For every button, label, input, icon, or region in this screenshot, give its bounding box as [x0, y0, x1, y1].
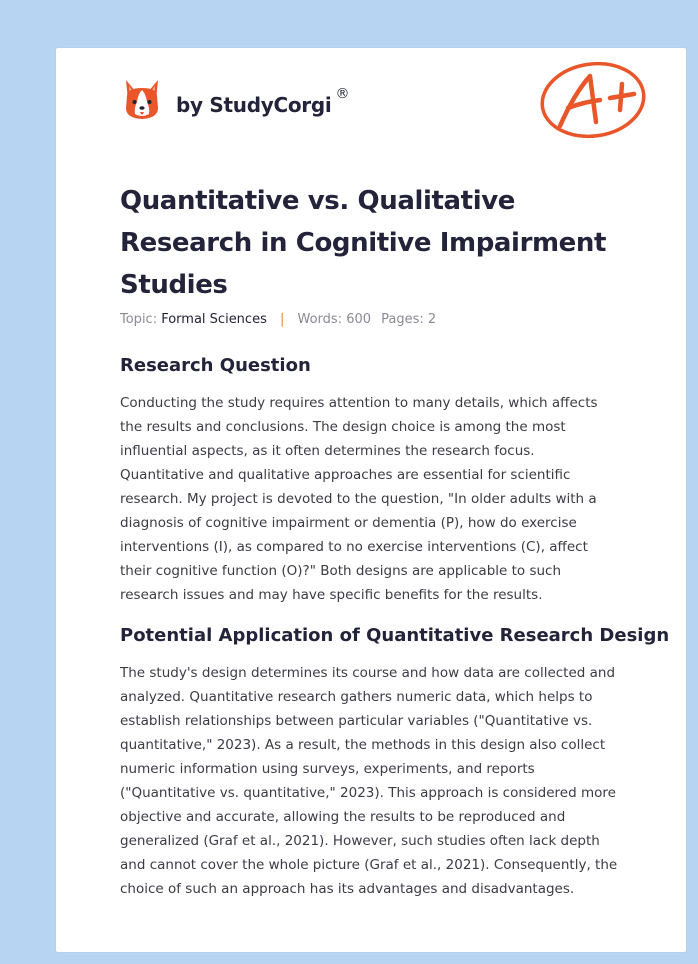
studycorgi-logo[interactable] [122, 76, 349, 124]
paragraph-line: numeric information using surveys, experiments, and reports [120, 761, 535, 777]
meta-separator: | [279, 312, 285, 327]
document-title [120, 180, 640, 306]
paragraph-line: quantitative," 2023). As a result, the methods in this design also collect [120, 737, 606, 753]
paragraph-line: the results and conclusions. The design choice is among the most [120, 419, 566, 435]
title-line: Quantitative vs. Qualitative [120, 186, 515, 216]
document-meta [120, 311, 436, 329]
page-count: Pages: 2 [381, 312, 437, 327]
registered-mark: ® [335, 86, 350, 102]
paragraph-line: The study's design determines its course and how data are collected and [120, 665, 616, 681]
section-paragraph [120, 661, 640, 901]
section-paragraph [120, 391, 640, 607]
paragraph-line: interventions (I), as compared to no exercise interventions (C), affect [120, 539, 588, 555]
document-page [56, 48, 686, 952]
paragraph-line: diagnosis of cognitive impairment or dementia (P), how do exercise [120, 515, 577, 531]
word-count: Words: 600 [297, 312, 372, 327]
section-heading: Research Question [120, 355, 311, 376]
paragraph-line: objective and accurate, allowing the results to be reproduced and [120, 809, 566, 825]
a-plus-grade-icon [538, 60, 648, 140]
paragraph-line: research issues and may have specific benefits for the results. [120, 587, 543, 603]
paragraph-line: choice of such an approach has its advantages and disadvantages. [120, 881, 575, 897]
paragraph-line: ("Quantitative vs. quantitative," 2023). This approach is considered more [120, 785, 616, 801]
paragraph-line: research. My project is devoted to the question, "In older adults with a [120, 491, 597, 507]
paragraph-line: and cannot cover the whole picture (Graf et al., 2021). Consequently, the [120, 857, 618, 873]
paragraph-line: their cognitive function (O)?" Both designs are applicable to such [120, 563, 562, 579]
paragraph-line: establish relationships between particular variables ("Quantitative vs. [120, 713, 593, 729]
paragraph-line: Quantitative and qualitative approaches are essential for scientific [120, 467, 571, 483]
paragraph-line: analyzed. Quantitative research gathers numeric data, which helps to [120, 689, 593, 705]
paragraph-line: Conducting the study requires attention to many details, which affects [120, 395, 598, 411]
topic-label: Topic: [120, 312, 158, 327]
topic-link[interactable]: Formal Sciences [161, 312, 267, 327]
title-line: Studies [120, 270, 228, 300]
brand-name: by StudyCorgi [176, 93, 332, 117]
paragraph-line: influential aspects, as it often determines the research focus. [120, 443, 535, 459]
section-heading: Potential Application of Quantitative Research Design [120, 625, 670, 646]
title-line: Research in Cognitive Impairment [120, 228, 607, 258]
paragraph-line: generalized (Graf et al., 2021). However, such studies often lack depth [120, 833, 600, 849]
corgi-logo-icon [122, 78, 162, 122]
